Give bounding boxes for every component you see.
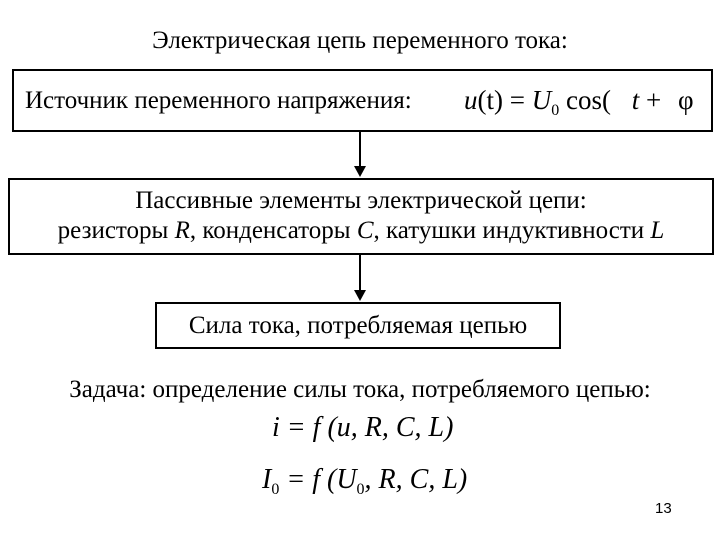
- page-number: 13: [655, 500, 672, 517]
- arrow-head-1: [354, 166, 366, 177]
- equation-current: i = f (u, R, C, L): [272, 412, 454, 443]
- task-statement: Задача: определение силы тока, потребляемого цепью:: [69, 376, 651, 403]
- formula-amp-sub: 0: [551, 102, 560, 119]
- passive-elements-box: [8, 178, 714, 255]
- current-box-label: Сила тока, потребляемая цепью: [188, 312, 528, 339]
- voltage-formula: [464, 83, 694, 128]
- slide-title: Электрическая цепь переменного тока:: [152, 27, 568, 54]
- formula-arg: (t): [477, 85, 503, 115]
- symbol-l: L: [650, 217, 665, 244]
- formula-plus: +: [645, 85, 662, 115]
- symbol-r: R: [174, 217, 190, 244]
- passive-elements-line2: резисторы R, конденсаторы C, катушки индуктивности L: [57, 217, 665, 244]
- voltage-source-label: Источник переменного напряжения:: [25, 87, 412, 114]
- formula-cos: cos(: [565, 85, 611, 115]
- formula-phase: φ: [677, 85, 694, 115]
- formula-t: t: [631, 85, 640, 115]
- formula-amp: U: [531, 85, 552, 115]
- equation-amplitude: $I_0 = f$ ($U_0$, R, C, L): [262, 464, 468, 498]
- symbol-c: C: [356, 217, 374, 244]
- passive-elements-line1: Пассивные элементы электрической цепи:: [135, 187, 587, 214]
- arrow-head-2: [354, 290, 366, 301]
- current-box: [155, 302, 561, 349]
- voltage-source-box: [12, 69, 713, 132]
- formula-u: u: [464, 85, 478, 115]
- formula-eq: =: [509, 85, 525, 115]
